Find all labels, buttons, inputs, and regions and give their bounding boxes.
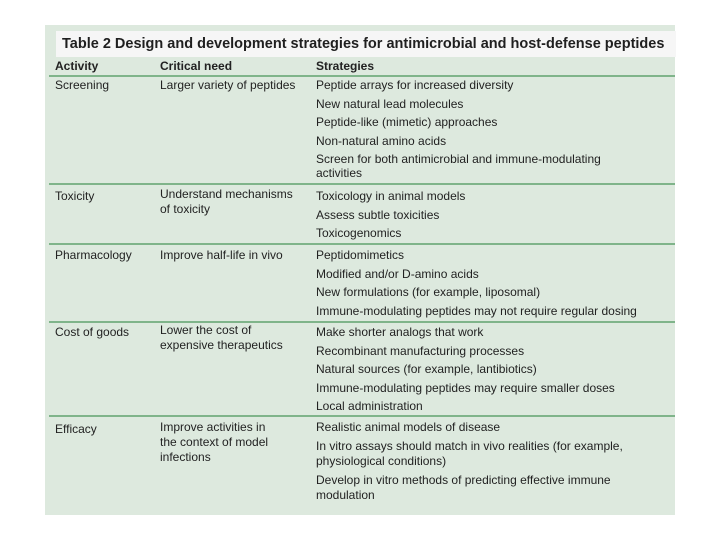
- row-strategies: [316, 76, 601, 180]
- strategy-item: Local administration: [316, 399, 423, 413]
- need-line: of toxicity: [160, 202, 211, 216]
- strategy-item: Recombinant manufacturing processes: [316, 343, 525, 358]
- row-strategies: [316, 420, 623, 504]
- strategy-item: Peptidomimetics: [316, 248, 405, 262]
- row-rule: [49, 183, 675, 185]
- need-line: expensive therapeutics: [160, 338, 283, 352]
- table-sheet: [45, 25, 675, 515]
- row-activity: Screening: [55, 78, 110, 92]
- strategy-item: Assess subtle toxicities: [316, 207, 440, 222]
- strategy-item: activities: [316, 166, 363, 180]
- strategy-item: Non-natural amino acids: [316, 133, 447, 148]
- header-activity: Activity: [55, 59, 99, 73]
- strategy-item: Immune-modulating peptides may not require regular dosing: [316, 303, 637, 318]
- need-line: Understand mechanisms: [160, 187, 293, 201]
- strategy-item: Develop in vitro methods of predicting effective immune: [316, 472, 611, 487]
- strategy-item: In vitro assays should match in vivo realities (for example,: [316, 438, 623, 453]
- need-line: Improve activities in: [160, 420, 266, 434]
- row-rule: [49, 415, 675, 417]
- strategy-item: Natural sources (for example, lantibiotics): [316, 362, 537, 376]
- row-strategies: [316, 246, 637, 320]
- strategy-item: Immune-modulating peptides may require smaller doses: [316, 380, 615, 395]
- strategy-item: modulation: [316, 488, 375, 502]
- strategy-item: Screen for both antimicrobial and immune-modulating: [316, 152, 601, 166]
- row-strategies: [316, 187, 465, 243]
- row-activity: Pharmacology: [55, 248, 132, 262]
- need-line: Lower the cost of: [160, 323, 252, 337]
- header-strategies: Strategies: [316, 59, 375, 73]
- strategy-item: Realistic animal models of disease: [316, 420, 501, 434]
- strategy-item: New formulations (for example, liposomal): [316, 285, 541, 299]
- strategy-item: Toxicogenomics: [316, 226, 402, 240]
- row-activity: Cost of goods: [55, 325, 130, 339]
- strategy-item: Make shorter analogs that work: [316, 325, 484, 339]
- row-rule: [49, 243, 675, 245]
- strategy-item: New natural lead molecules: [316, 96, 464, 111]
- row-need: Larger variety of peptides: [160, 78, 296, 92]
- table-title: Table 2 Design and development strategies for antimicrobial and host-defense peptides: [56, 31, 676, 57]
- row-activity: Toxicity: [55, 189, 95, 203]
- strategy-item: Modified and/or D-amino acids: [316, 266, 479, 281]
- strategy-item: physiological conditions): [316, 454, 447, 468]
- row-strategies: [316, 323, 615, 416]
- need-line: the context of model: [160, 435, 269, 449]
- row-need: [160, 323, 283, 353]
- strategy-item: Toxicology in animal models: [316, 189, 466, 203]
- row-need: [160, 420, 268, 465]
- strategy-item: Peptide arrays for increased diversity: [316, 78, 514, 92]
- header-critical-need: Critical need: [160, 59, 233, 73]
- need-line: infections: [160, 450, 211, 464]
- strategy-item: Peptide-like (mimetic) approaches: [316, 115, 498, 129]
- row-need: Improve half-life in vivo: [160, 248, 283, 262]
- row-activity: Efficacy: [55, 422, 97, 436]
- row-need: [160, 187, 293, 217]
